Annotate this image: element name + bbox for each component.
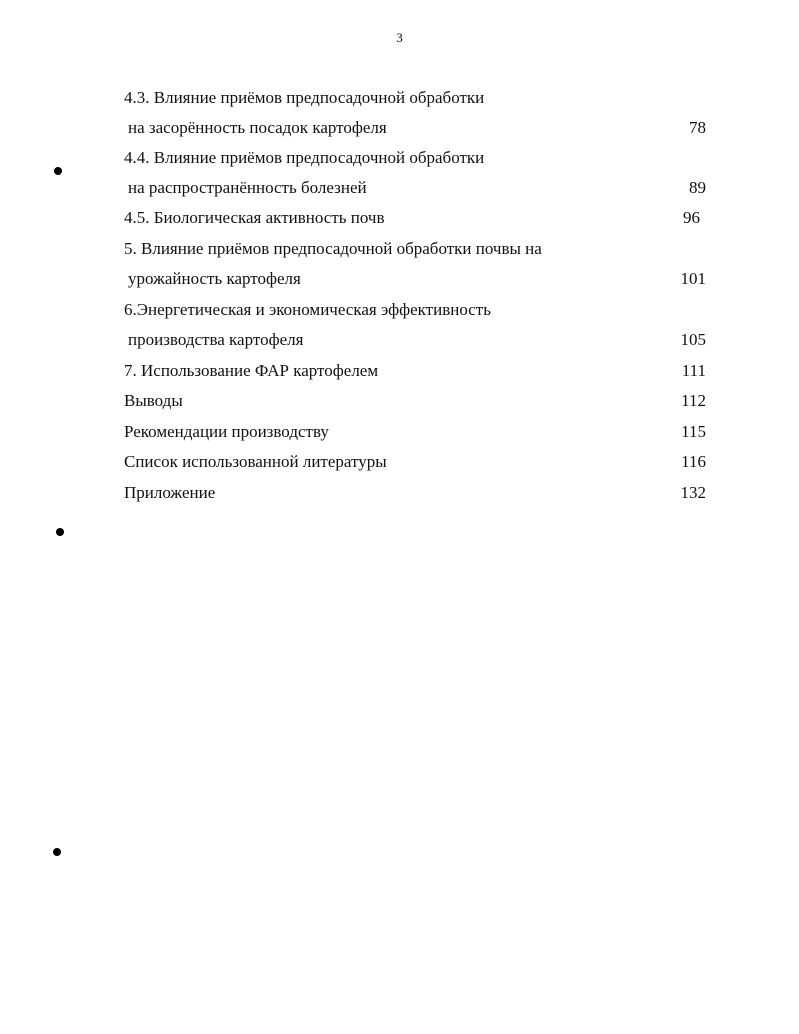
toc-entry-title: Приложение [124, 483, 216, 502]
toc-entry-page: 89 [689, 178, 706, 197]
toc-entry [124, 237, 714, 261]
toc-entry-page: 115 [681, 422, 706, 441]
toc-entry [124, 359, 714, 383]
toc-entry [124, 116, 714, 140]
toc-entry [124, 481, 714, 505]
binding-hole-mark [54, 167, 62, 175]
toc-entry-title: 4.4. Влияние приёмов предпосадочной обработки [124, 148, 485, 167]
toc-entry [124, 420, 714, 444]
toc-entry [124, 267, 714, 291]
toc-entry-title: 4.3. Влияние приёмов предпосадочной обработки [124, 88, 485, 107]
toc-entry [124, 206, 714, 230]
toc-entry [124, 389, 714, 413]
toc-entry-title: Выводы [124, 391, 183, 410]
toc-entry-title: на распространённость болезней [128, 178, 367, 197]
binding-hole-mark [53, 848, 61, 856]
page-number: 3 [396, 30, 403, 45]
toc-entry-page: 112 [681, 391, 706, 410]
toc-entry-title: 4.5. Биологическая активность почв [124, 208, 385, 227]
toc-entry [124, 298, 714, 322]
toc-entry-title: 6.Энергетическая и экономическая эффективность [124, 300, 491, 319]
toc-entry-title: на засорённость посадок картофеля [128, 118, 387, 137]
toc-entry-title: производства картофеля [128, 330, 304, 349]
toc-entry-page: 111 [681, 361, 706, 380]
toc-entry-title: 7. Использование ФАР картофелем [124, 361, 379, 380]
toc-entry [124, 146, 714, 170]
binding-hole-mark [56, 528, 64, 536]
toc-entry-page: 132 [680, 483, 706, 502]
toc-entry-title: урожайность картофеля [128, 269, 301, 288]
toc-entry-title: 5. Влияние приёмов предпосадочной обработки почвы на [124, 239, 542, 258]
toc-entry-title: Рекомендации производству [124, 422, 329, 441]
toc-entry-page: 96 [683, 208, 700, 227]
toc-entry-title: Список использованной литературы [124, 452, 387, 471]
toc-entry-page: 105 [680, 330, 706, 349]
toc-entry-page: 116 [681, 452, 706, 471]
toc-entry-page: 78 [689, 118, 706, 137]
toc-entry [124, 86, 714, 110]
toc-entry [124, 328, 714, 352]
toc-entry [124, 176, 714, 200]
toc-entry [124, 450, 714, 474]
toc-entry-page: 101 [680, 269, 706, 288]
